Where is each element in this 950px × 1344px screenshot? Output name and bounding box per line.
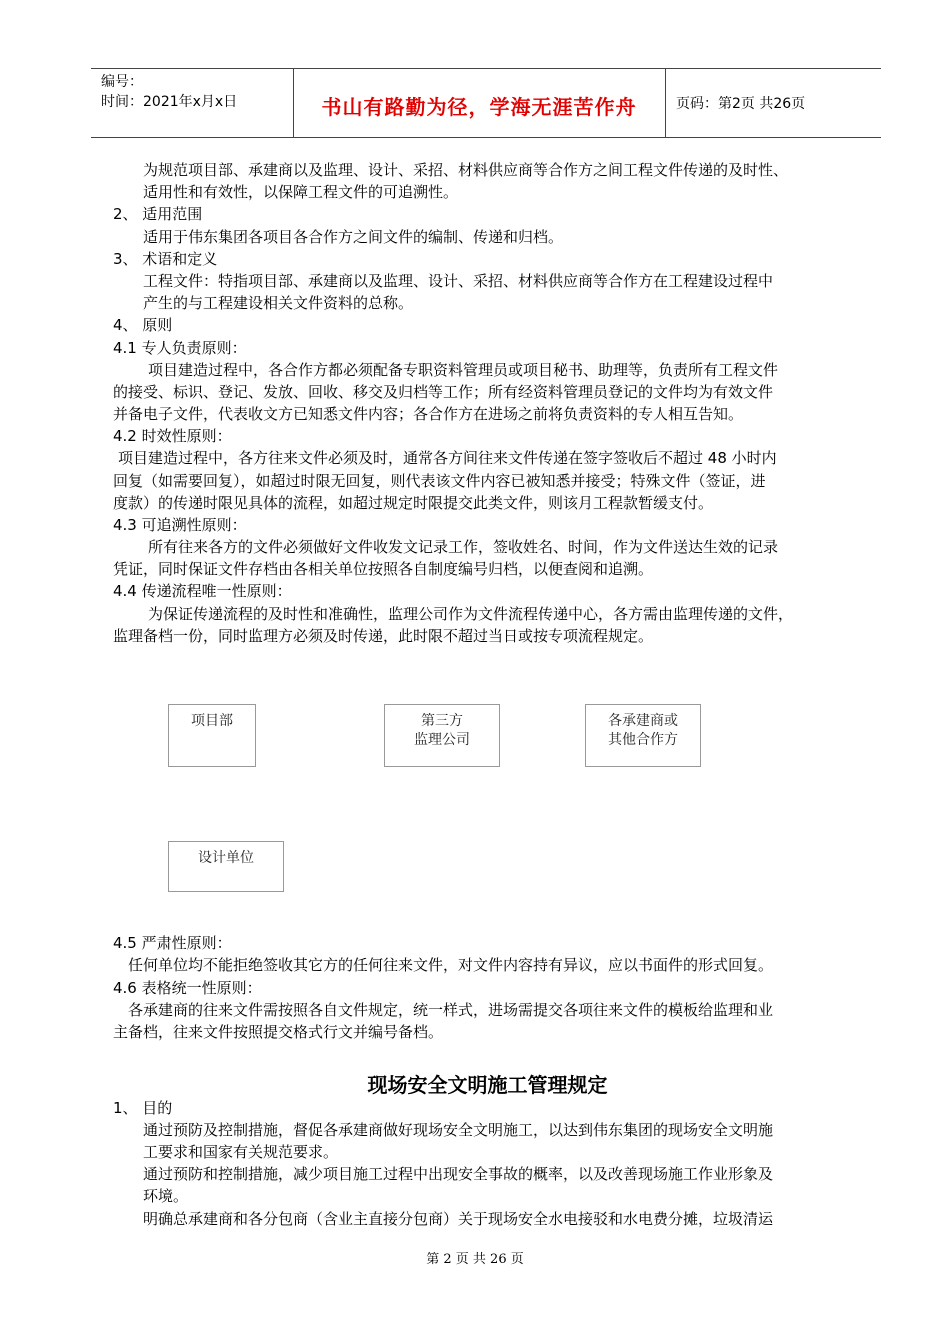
body-line: 适用于伟东集团各项目各合作方之间文件的编制、传递和归档。 <box>143 228 564 246</box>
body-line: 为规范项目部、承建商以及监理、设计、采招、材料供应商等合作方之间工程文件传递的及时性、 <box>143 161 789 179</box>
body-line: 工程文件：特指项目部、承建商以及监理、设计、采招、材料供应商等合作方在工程建设过程中 <box>143 272 774 290</box>
document-time-label: 时间：2021年x月x日 <box>101 94 238 110</box>
diagram-box-design <box>168 841 284 892</box>
subsection-heading: 4.2 时效性原则： <box>113 427 232 445</box>
body-line: 各承建商的往来文件需按照各自文件规定，统一样式，进场需提交各项往来文件的模板给监理和业 <box>128 1001 774 1019</box>
body-line: 明确总承建商和各分包商（含业主直接分包商）关于现场安全水电接驳和水电费分摊，垃圾清运 <box>143 1210 774 1228</box>
header-motto: 书山有路勤为径，学海无涯苦作舟 <box>321 95 637 119</box>
header-page-code: 页码：第2页 共26页 <box>676 96 806 112</box>
body-line: 通过预防及控制措施，督促各承建商做好现场安全文明施工，以达到伟东集团的现场安全文明施 <box>143 1121 774 1139</box>
body-line: 通过预防和控制措施，减少项目施工过程中出现安全事故的概率，以及改善现场施工作业形象及 <box>143 1165 774 1183</box>
body-line: 项目建造过程中，各方往来文件必须及时，通常各方间往来文件传递在签字签收后不超过 48 小时内 <box>118 449 777 467</box>
body-line: 适用性和有效性，以保障工程文件的可追溯性。 <box>143 183 459 201</box>
diagram-box-label: 各承建商或 <box>608 713 678 729</box>
body-line: 任何单位均不能拒绝签收其它方的任何往来文件，对文件内容持有异议，应以书面件的形式回复。 <box>128 956 774 974</box>
subsection-heading: 4.1 专人负责原则： <box>113 339 247 357</box>
section-heading: 2、 适用范围 <box>113 205 203 223</box>
diagram-box-supervisor <box>384 704 500 767</box>
section-heading: 4、 原则 <box>113 316 173 334</box>
section-heading: 1、 目的 <box>113 1099 173 1117</box>
subsection-heading: 4.3 可追溯性原则： <box>113 516 247 534</box>
body-line: 回复（如需要回复），如超过时限无回复，则代表该文件内容已被知悉并接受；特殊文件（签证，进 <box>113 472 766 490</box>
body-line: 工要求和国家有关规范要求。 <box>143 1143 339 1161</box>
section-title: 现场安全文明施工管理规定 <box>367 1073 608 1097</box>
diagram-box-label: 设计单位 <box>198 850 254 866</box>
body-line: 产生的与工程建设相关文件资料的总称。 <box>143 294 414 312</box>
body-line: 的接受、标识、登记、发放、回收、移交及归档等工作；所有经资料管理员登记的文件均为有效文件 <box>113 383 774 401</box>
body-line: 项目建造过程中，各合作方都必须配备专职资料管理员或项目秘书、助理等，负责所有工程文件 <box>148 361 779 379</box>
subsection-heading: 4.6 表格统一性原则： <box>113 979 262 997</box>
body-line: 环境。 <box>143 1187 189 1205</box>
diagram-box-label: 第三方 <box>421 713 463 729</box>
body-line: 为保证传递流程的及时性和准确性，监理公司作为文件流程传递中心，各方需由监理传递的文件， <box>148 605 794 623</box>
header-divider <box>665 69 666 137</box>
document-number-label: 编号： <box>101 74 143 90</box>
body-line: 所有往来各方的文件必须做好文件收发文记录工作，签收姓名、时间，作为文件送达生效的记录 <box>148 538 779 556</box>
body-line: 并备电子文件，代表收文方已知悉文件内容；各合作方在进场之前将负责资料的专人相互告知。 <box>113 405 744 423</box>
header-left <box>101 72 237 112</box>
subsection-heading: 4.5 严肃性原则： <box>113 934 232 952</box>
page-footer: 第 2 页 共 26 页 <box>426 1252 524 1267</box>
subsection-heading: 4.4 传递流程唯一性原则： <box>113 582 292 600</box>
body-line: 主备档，往来文件按照提交格式行文并编号备档。 <box>113 1023 444 1041</box>
diagram-box-label: 监理公司 <box>414 732 470 748</box>
body-line: 凭证，同时保证文件存档由各相关单位按照各自制度编号归档，以便查阅和追溯。 <box>113 560 654 578</box>
diagram-box-label: 其他合作方 <box>608 732 678 748</box>
diagram-box-label: 项目部 <box>191 713 233 729</box>
body-line: 监理备档一份，同时监理方必须及时传递，此时限不超过当日或按专项流程规定。 <box>113 627 654 645</box>
section-heading: 3、 术语和定义 <box>113 250 218 268</box>
diagram-box-contractor <box>585 704 701 767</box>
page-header <box>91 68 881 138</box>
body-line: 度款）的传递时限见具体的流程，如超过规定时限提交此类文件，则该月工程款暂缓支付。 <box>113 494 714 512</box>
diagram-box-project <box>168 704 256 767</box>
